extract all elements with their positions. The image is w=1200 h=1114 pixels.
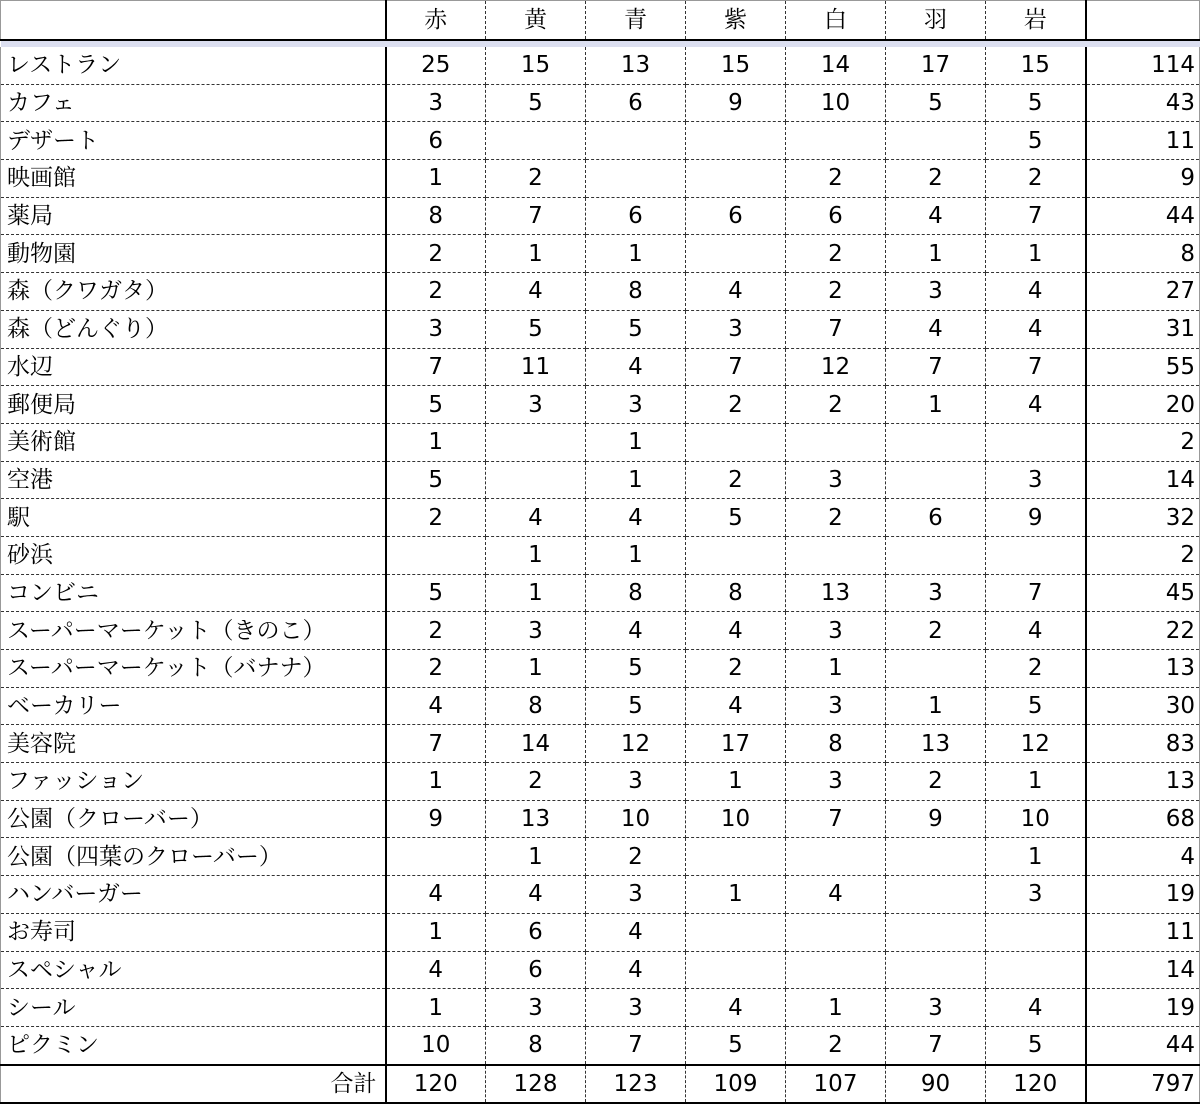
value-cell[interactable]: 3 xyxy=(886,989,986,1027)
value-cell[interactable]: 4 xyxy=(586,951,686,989)
value-cell[interactable]: 8 xyxy=(586,574,686,612)
value-cell[interactable]: 7 xyxy=(986,348,1086,386)
value-cell[interactable]: 2 xyxy=(786,386,886,424)
value-cell[interactable]: 4 xyxy=(486,273,586,311)
value-cell[interactable]: 13 xyxy=(486,800,586,838)
value-cell[interactable] xyxy=(486,461,586,499)
row-label-cell[interactable]: 空港 xyxy=(1,461,386,499)
value-cell[interactable]: 4 xyxy=(886,197,986,235)
value-cell[interactable]: 5 xyxy=(986,1026,1086,1064)
value-cell[interactable]: 1 xyxy=(586,235,686,273)
table-row xyxy=(1,763,1200,801)
row-total-cell[interactable]: 9 xyxy=(1086,160,1200,198)
value-cell[interactable]: 3 xyxy=(986,461,1086,499)
row-label-cell[interactable]: デザート xyxy=(1,122,386,160)
row-label-cell[interactable]: カフェ xyxy=(1,84,386,122)
value-cell[interactable] xyxy=(886,913,986,951)
value-cell[interactable]: 1 xyxy=(486,536,586,574)
value-cell[interactable]: 1 xyxy=(986,763,1086,801)
sum-value-cell[interactable]: 107 xyxy=(786,1065,886,1104)
value-cell[interactable]: 10 xyxy=(586,800,686,838)
value-cell[interactable]: 2 xyxy=(986,160,1086,198)
row-label-cell[interactable]: 公園（四葉のクローバー） xyxy=(1,838,386,876)
column-header-yellow[interactable]: 黄 xyxy=(486,1,586,41)
table-row xyxy=(1,725,1200,763)
value-cell[interactable]: 5 xyxy=(386,386,486,424)
table-row xyxy=(1,235,1200,273)
value-cell[interactable]: 4 xyxy=(686,989,786,1027)
row-label-cell[interactable]: お寿司 xyxy=(1,913,386,951)
value-cell[interactable]: 3 xyxy=(586,989,686,1027)
column-header-purple[interactable]: 紫 xyxy=(686,1,786,41)
value-cell[interactable]: 5 xyxy=(986,687,1086,725)
value-cell[interactable]: 2 xyxy=(786,1026,886,1064)
table-row xyxy=(1,122,1200,160)
row-total-cell[interactable]: 8 xyxy=(1086,235,1200,273)
value-cell[interactable]: 7 xyxy=(886,348,986,386)
value-cell[interactable] xyxy=(686,423,786,461)
value-cell[interactable]: 3 xyxy=(886,574,986,612)
value-cell[interactable] xyxy=(986,951,1086,989)
row-label-cell[interactable]: ファッション xyxy=(1,763,386,801)
value-cell[interactable]: 1 xyxy=(386,160,486,198)
value-cell[interactable]: 1 xyxy=(586,423,686,461)
sum-label-cell[interactable]: 合計 xyxy=(1,1065,386,1104)
value-cell[interactable]: 1 xyxy=(786,650,886,688)
value-cell[interactable] xyxy=(686,160,786,198)
row-total-cell[interactable]: 44 xyxy=(1086,1026,1200,1064)
value-cell[interactable]: 9 xyxy=(686,84,786,122)
value-cell[interactable]: 17 xyxy=(686,725,786,763)
value-cell[interactable]: 5 xyxy=(486,310,586,348)
value-cell[interactable]: 6 xyxy=(886,499,986,537)
value-cell[interactable]: 8 xyxy=(686,574,786,612)
value-cell[interactable]: 8 xyxy=(486,1026,586,1064)
value-cell[interactable]: 7 xyxy=(786,800,886,838)
value-cell[interactable]: 5 xyxy=(386,461,486,499)
row-label-cell[interactable]: ベーカリー xyxy=(1,687,386,725)
row-total-cell[interactable]: 32 xyxy=(1086,499,1200,537)
value-cell[interactable]: 2 xyxy=(986,650,1086,688)
value-cell[interactable]: 4 xyxy=(986,273,1086,311)
value-cell[interactable]: 7 xyxy=(386,725,486,763)
table-row xyxy=(1,310,1200,348)
value-cell[interactable]: 7 xyxy=(686,348,786,386)
value-cell[interactable]: 10 xyxy=(686,800,786,838)
value-cell[interactable] xyxy=(386,838,486,876)
sum-value-cell[interactable]: 120 xyxy=(986,1065,1086,1104)
value-cell[interactable]: 12 xyxy=(986,725,1086,763)
value-cell[interactable]: 2 xyxy=(386,612,486,650)
value-cell[interactable]: 11 xyxy=(486,348,586,386)
value-cell[interactable] xyxy=(686,838,786,876)
value-cell[interactable]: 7 xyxy=(986,197,1086,235)
value-cell[interactable]: 10 xyxy=(786,84,886,122)
table-body xyxy=(1,40,1200,1103)
row-label-cell[interactable]: 郵便局 xyxy=(1,386,386,424)
value-cell[interactable]: 5 xyxy=(686,1026,786,1064)
row-label-cell[interactable]: ハンバーガー xyxy=(1,876,386,914)
value-cell[interactable]: 4 xyxy=(386,687,486,725)
value-cell[interactable]: 5 xyxy=(586,310,686,348)
sum-value-cell[interactable]: 123 xyxy=(586,1065,686,1104)
value-cell[interactable] xyxy=(786,536,886,574)
value-cell[interactable]: 17 xyxy=(886,47,986,84)
value-cell[interactable]: 3 xyxy=(586,763,686,801)
value-cell[interactable] xyxy=(586,122,686,160)
value-cell[interactable]: 3 xyxy=(786,763,886,801)
row-label-cell[interactable]: 駅 xyxy=(1,499,386,537)
value-cell[interactable]: 9 xyxy=(386,800,486,838)
value-cell[interactable]: 2 xyxy=(686,650,786,688)
row-total-cell[interactable]: 2 xyxy=(1086,536,1200,574)
value-cell[interactable]: 4 xyxy=(986,612,1086,650)
row-label-cell[interactable]: 動物園 xyxy=(1,235,386,273)
value-cell[interactable]: 5 xyxy=(386,574,486,612)
row-label-cell[interactable]: スーパーマーケット（バナナ） xyxy=(1,650,386,688)
value-cell[interactable]: 3 xyxy=(886,273,986,311)
value-cell[interactable] xyxy=(686,122,786,160)
value-cell[interactable]: 3 xyxy=(586,876,686,914)
value-cell[interactable]: 1 xyxy=(386,913,486,951)
value-cell[interactable]: 1 xyxy=(886,386,986,424)
value-cell[interactable] xyxy=(486,423,586,461)
table-row xyxy=(1,536,1200,574)
row-total-cell[interactable]: 11 xyxy=(1086,122,1200,160)
value-cell[interactable]: 1 xyxy=(986,235,1086,273)
row-label-cell[interactable]: 砂浜 xyxy=(1,536,386,574)
value-cell[interactable]: 1 xyxy=(586,461,686,499)
value-cell[interactable]: 13 xyxy=(886,725,986,763)
table-row xyxy=(1,160,1200,198)
value-cell[interactable]: 3 xyxy=(986,876,1086,914)
value-cell[interactable]: 2 xyxy=(786,499,886,537)
value-cell[interactable]: 1 xyxy=(486,235,586,273)
value-cell[interactable]: 5 xyxy=(986,84,1086,122)
table-row xyxy=(1,574,1200,612)
value-cell[interactable]: 1 xyxy=(386,763,486,801)
value-cell[interactable] xyxy=(886,951,986,989)
sum-value-cell[interactable]: 109 xyxy=(686,1065,786,1104)
value-cell[interactable]: 4 xyxy=(886,310,986,348)
value-cell[interactable]: 1 xyxy=(786,989,886,1027)
table-row xyxy=(1,348,1200,386)
value-cell[interactable] xyxy=(986,423,1086,461)
value-cell[interactable]: 1 xyxy=(886,235,986,273)
value-cell[interactable] xyxy=(686,913,786,951)
table-row xyxy=(1,84,1200,122)
table-row xyxy=(1,612,1200,650)
table-row xyxy=(1,838,1200,876)
row-total-cell[interactable]: 30 xyxy=(1086,687,1200,725)
header-separator xyxy=(1,40,1200,47)
value-cell[interactable] xyxy=(686,951,786,989)
value-cell[interactable]: 6 xyxy=(586,84,686,122)
sum-row xyxy=(1,1065,1200,1104)
row-total-cell[interactable]: 14 xyxy=(1086,461,1200,499)
value-cell[interactable]: 3 xyxy=(486,386,586,424)
row-label-cell[interactable]: 美容院 xyxy=(1,725,386,763)
row-total-cell[interactable]: 13 xyxy=(1086,650,1200,688)
value-cell[interactable]: 2 xyxy=(386,499,486,537)
row-total-cell[interactable]: 31 xyxy=(1086,310,1200,348)
value-cell[interactable]: 1 xyxy=(486,574,586,612)
value-cell[interactable]: 2 xyxy=(386,650,486,688)
value-cell[interactable] xyxy=(786,913,886,951)
value-cell[interactable]: 2 xyxy=(486,763,586,801)
row-total-cell[interactable]: 43 xyxy=(1086,84,1200,122)
value-cell[interactable]: 4 xyxy=(486,876,586,914)
sum-value-cell[interactable]: 128 xyxy=(486,1065,586,1104)
value-cell[interactable]: 8 xyxy=(386,197,486,235)
column-header-white[interactable]: 白 xyxy=(786,1,886,41)
value-cell[interactable]: 13 xyxy=(786,574,886,612)
value-cell[interactable]: 5 xyxy=(886,84,986,122)
value-cell[interactable]: 12 xyxy=(786,348,886,386)
value-cell[interactable]: 3 xyxy=(786,461,886,499)
table-row xyxy=(1,273,1200,311)
value-cell[interactable] xyxy=(486,122,586,160)
table-row xyxy=(1,386,1200,424)
value-cell[interactable]: 6 xyxy=(386,122,486,160)
row-total-cell[interactable]: 44 xyxy=(1086,197,1200,235)
value-cell[interactable]: 15 xyxy=(486,47,586,84)
value-cell[interactable]: 5 xyxy=(586,687,686,725)
row-total-cell[interactable]: 19 xyxy=(1086,876,1200,914)
value-cell[interactable]: 3 xyxy=(486,989,586,1027)
value-cell[interactable]: 4 xyxy=(386,876,486,914)
value-cell[interactable]: 25 xyxy=(386,47,486,84)
value-cell[interactable]: 4 xyxy=(686,273,786,311)
header-separator-strip xyxy=(1,40,1200,47)
table-row xyxy=(1,499,1200,537)
value-cell[interactable]: 5 xyxy=(586,650,686,688)
value-cell[interactable]: 7 xyxy=(386,348,486,386)
row-label-cell[interactable]: コンビニ xyxy=(1,574,386,612)
value-cell[interactable]: 2 xyxy=(786,273,886,311)
value-cell[interactable] xyxy=(886,536,986,574)
value-cell[interactable]: 7 xyxy=(586,1026,686,1064)
row-total-cell[interactable]: 45 xyxy=(1086,574,1200,612)
value-cell[interactable]: 4 xyxy=(986,989,1086,1027)
table-row xyxy=(1,913,1200,951)
table-row xyxy=(1,687,1200,725)
row-label-cell[interactable]: スーパーマーケット（きのこ） xyxy=(1,612,386,650)
value-cell[interactable]: 4 xyxy=(586,348,686,386)
grand-total-cell[interactable]: 797 xyxy=(1086,1065,1200,1104)
value-cell[interactable]: 1 xyxy=(486,650,586,688)
value-cell[interactable]: 4 xyxy=(586,499,686,537)
value-cell[interactable]: 12 xyxy=(586,725,686,763)
value-cell[interactable] xyxy=(686,235,786,273)
value-cell[interactable]: 2 xyxy=(786,160,886,198)
value-cell[interactable] xyxy=(886,461,986,499)
row-total-cell[interactable]: 19 xyxy=(1086,989,1200,1027)
value-cell[interactable] xyxy=(786,838,886,876)
value-cell[interactable]: 4 xyxy=(486,499,586,537)
column-header-red[interactable]: 赤 xyxy=(386,1,486,41)
value-cell[interactable]: 9 xyxy=(886,800,986,838)
value-cell[interactable]: 6 xyxy=(586,197,686,235)
table-row xyxy=(1,423,1200,461)
value-cell[interactable]: 6 xyxy=(486,951,586,989)
value-cell[interactable]: 7 xyxy=(886,1026,986,1064)
row-total-cell[interactable]: 2 xyxy=(1086,423,1200,461)
value-cell[interactable]: 7 xyxy=(786,310,886,348)
value-cell[interactable]: 6 xyxy=(686,197,786,235)
row-total-cell[interactable]: 22 xyxy=(1086,612,1200,650)
value-cell[interactable]: 2 xyxy=(686,386,786,424)
row-total-cell[interactable]: 83 xyxy=(1086,725,1200,763)
value-cell[interactable]: 4 xyxy=(686,687,786,725)
value-cell[interactable]: 2 xyxy=(886,612,986,650)
row-total-cell[interactable]: 4 xyxy=(1086,838,1200,876)
column-header-blue[interactable]: 青 xyxy=(586,1,686,41)
value-cell[interactable]: 13 xyxy=(586,47,686,84)
value-cell[interactable]: 1 xyxy=(686,763,786,801)
value-cell[interactable]: 4 xyxy=(686,612,786,650)
table-row xyxy=(1,800,1200,838)
table-row xyxy=(1,876,1200,914)
value-cell[interactable]: 2 xyxy=(486,160,586,198)
value-cell[interactable]: 7 xyxy=(486,197,586,235)
value-cell[interactable] xyxy=(886,838,986,876)
row-total-cell[interactable]: 114 xyxy=(1086,47,1200,84)
value-cell[interactable]: 3 xyxy=(686,310,786,348)
row-label-cell[interactable]: 森（どんぐり） xyxy=(1,310,386,348)
row-total-cell[interactable]: 55 xyxy=(1086,348,1200,386)
table-row xyxy=(1,197,1200,235)
row-label-cell[interactable]: スペシャル xyxy=(1,951,386,989)
value-cell[interactable]: 8 xyxy=(486,687,586,725)
value-cell[interactable]: 1 xyxy=(586,536,686,574)
table-row xyxy=(1,47,1200,84)
value-cell[interactable]: 3 xyxy=(386,310,486,348)
table-row xyxy=(1,989,1200,1027)
value-cell[interactable] xyxy=(686,536,786,574)
value-cell[interactable]: 4 xyxy=(986,310,1086,348)
row-total-cell[interactable]: 11 xyxy=(1086,913,1200,951)
row-label-cell[interactable]: 美術館 xyxy=(1,423,386,461)
row-label-cell[interactable]: 森（クワガタ） xyxy=(1,273,386,311)
column-header-winged[interactable]: 羽 xyxy=(886,1,986,41)
row-label-cell[interactable]: 水辺 xyxy=(1,348,386,386)
row-total-cell[interactable]: 14 xyxy=(1086,951,1200,989)
table-row xyxy=(1,650,1200,688)
value-cell[interactable]: 6 xyxy=(786,197,886,235)
value-cell[interactable]: 2 xyxy=(886,763,986,801)
row-label-cell[interactable]: レストラン xyxy=(1,47,386,84)
value-cell[interactable] xyxy=(786,423,886,461)
value-cell[interactable]: 1 xyxy=(986,838,1086,876)
value-cell[interactable]: 5 xyxy=(486,84,586,122)
value-cell[interactable]: 1 xyxy=(386,423,486,461)
value-cell[interactable]: 14 xyxy=(486,725,586,763)
row-total-cell[interactable]: 20 xyxy=(1086,386,1200,424)
value-cell[interactable]: 2 xyxy=(586,838,686,876)
value-cell[interactable]: 3 xyxy=(786,612,886,650)
row-label-cell[interactable]: 公園（クローバー） xyxy=(1,800,386,838)
value-cell[interactable]: 6 xyxy=(486,913,586,951)
value-cell[interactable]: 3 xyxy=(486,612,586,650)
row-total-cell[interactable]: 13 xyxy=(1086,763,1200,801)
value-cell[interactable]: 5 xyxy=(686,499,786,537)
value-cell[interactable]: 3 xyxy=(786,687,886,725)
value-cell[interactable]: 5 xyxy=(986,122,1086,160)
value-cell[interactable]: 2 xyxy=(386,235,486,273)
value-cell[interactable]: 10 xyxy=(386,1026,486,1064)
sum-value-cell[interactable]: 120 xyxy=(386,1065,486,1104)
value-cell[interactable] xyxy=(986,913,1086,951)
value-cell[interactable]: 1 xyxy=(486,838,586,876)
value-cell[interactable]: 2 xyxy=(786,235,886,273)
value-cell[interactable] xyxy=(886,122,986,160)
value-cell[interactable] xyxy=(586,160,686,198)
value-cell[interactable]: 1 xyxy=(386,989,486,1027)
sum-value-cell[interactable]: 90 xyxy=(886,1065,986,1104)
value-cell[interactable]: 1 xyxy=(886,687,986,725)
column-header-total[interactable] xyxy=(1086,1,1200,41)
column-header-rock[interactable]: 岩 xyxy=(986,1,1086,41)
value-cell[interactable]: 3 xyxy=(586,386,686,424)
value-cell[interactable]: 14 xyxy=(786,47,886,84)
value-cell[interactable]: 10 xyxy=(986,800,1086,838)
value-cell[interactable] xyxy=(786,122,886,160)
row-label-cell[interactable]: 映画館 xyxy=(1,160,386,198)
value-cell[interactable]: 4 xyxy=(986,386,1086,424)
value-cell[interactable]: 8 xyxy=(586,273,686,311)
corner-cell[interactable] xyxy=(1,1,386,41)
table-row xyxy=(1,1026,1200,1064)
value-cell[interactable]: 15 xyxy=(986,47,1086,84)
row-total-cell[interactable]: 68 xyxy=(1086,800,1200,838)
value-cell[interactable]: 4 xyxy=(586,612,686,650)
value-cell[interactable]: 2 xyxy=(386,273,486,311)
value-cell[interactable]: 4 xyxy=(786,876,886,914)
value-cell[interactable]: 9 xyxy=(986,499,1086,537)
value-cell[interactable]: 7 xyxy=(986,574,1086,612)
row-label-cell[interactable]: シール xyxy=(1,989,386,1027)
value-cell[interactable]: 1 xyxy=(686,876,786,914)
value-cell[interactable]: 15 xyxy=(686,47,786,84)
table-row xyxy=(1,951,1200,989)
row-label-cell[interactable]: 薬局 xyxy=(1,197,386,235)
value-cell[interactable] xyxy=(986,536,1086,574)
value-cell[interactable]: 3 xyxy=(386,84,486,122)
value-cell[interactable]: 4 xyxy=(386,951,486,989)
value-cell[interactable]: 8 xyxy=(786,725,886,763)
table-row xyxy=(1,461,1200,499)
value-cell[interactable]: 2 xyxy=(886,160,986,198)
value-cell[interactable] xyxy=(886,423,986,461)
value-cell[interactable]: 4 xyxy=(586,913,686,951)
value-cell[interactable] xyxy=(886,650,986,688)
value-cell[interactable] xyxy=(386,536,486,574)
row-label-cell[interactable]: ピクミン xyxy=(1,1026,386,1064)
value-cell[interactable] xyxy=(786,951,886,989)
header-row xyxy=(1,1,1200,41)
value-cell[interactable] xyxy=(886,876,986,914)
value-cell[interactable]: 2 xyxy=(686,461,786,499)
row-total-cell[interactable]: 27 xyxy=(1086,273,1200,311)
